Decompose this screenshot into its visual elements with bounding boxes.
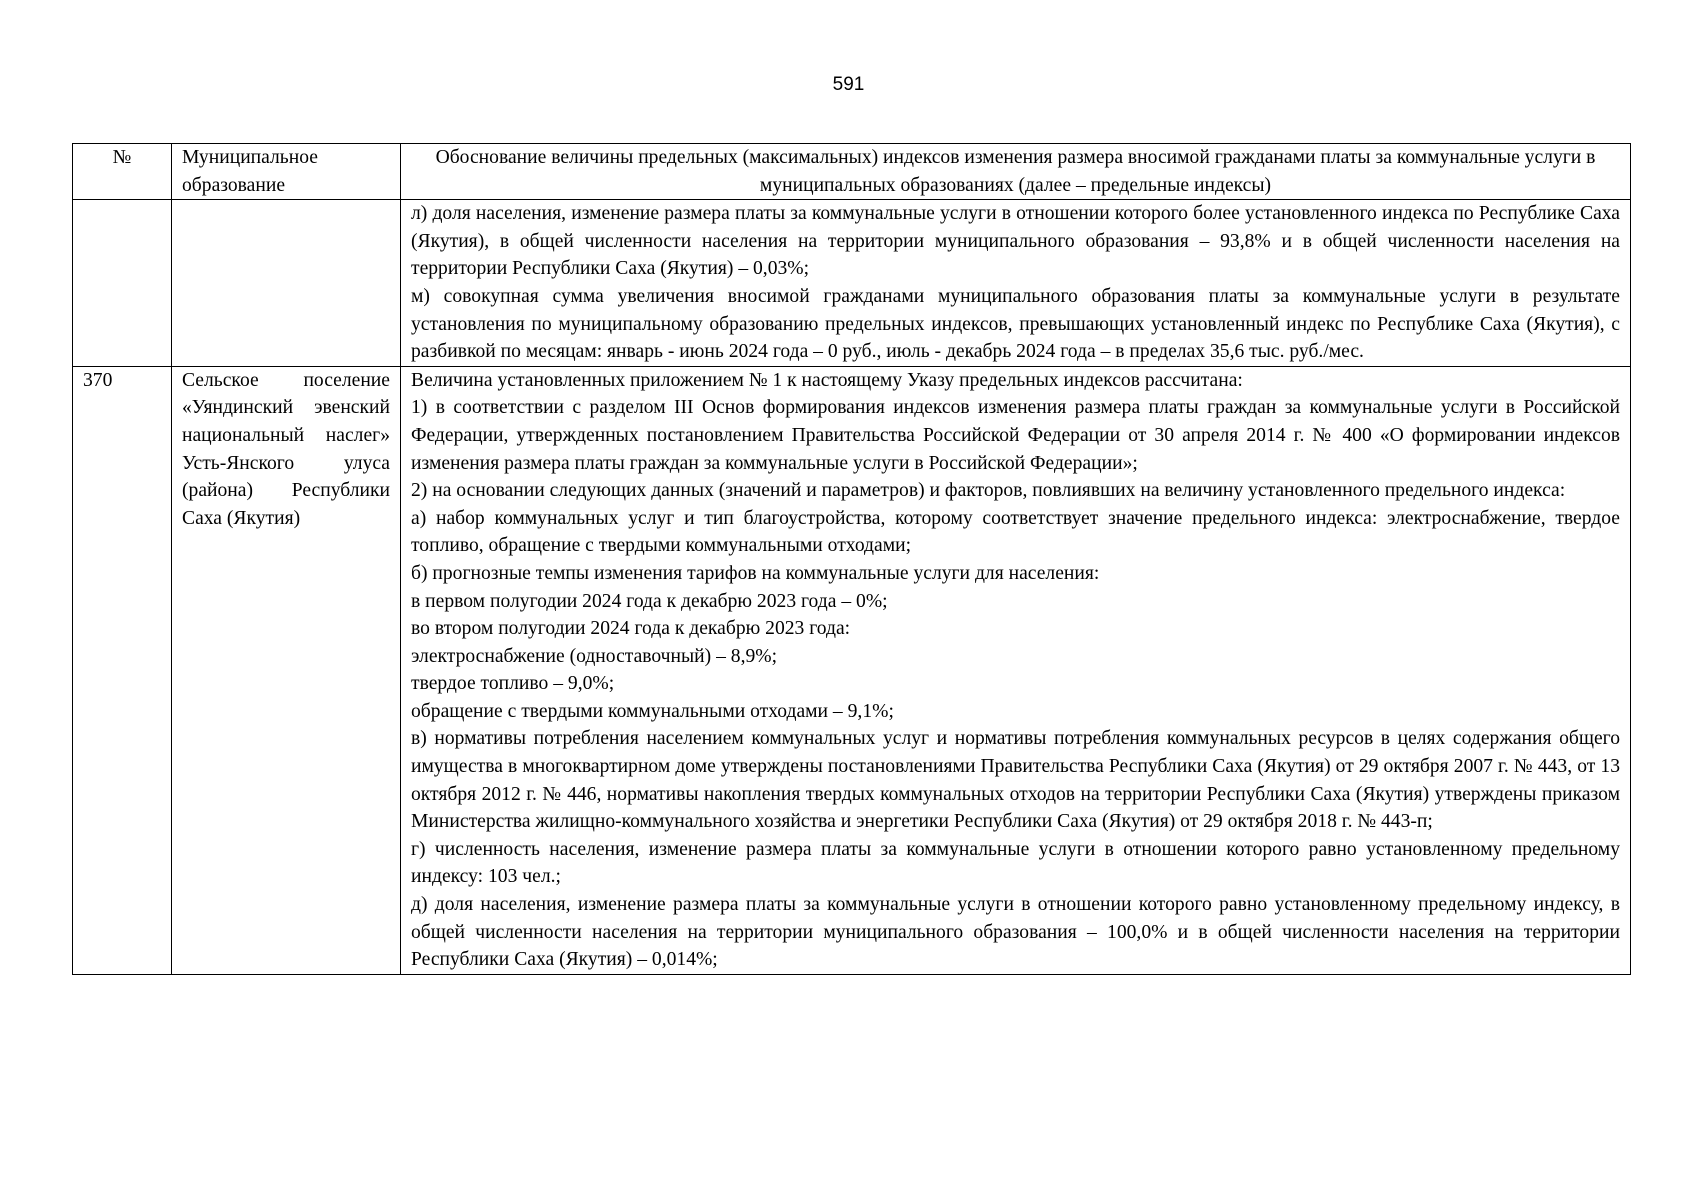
paragraph: электроснабжение (одноставочный) – 8,9%; xyxy=(411,645,778,667)
table-row xyxy=(73,200,1631,367)
paragraph: м) совокупная сумма увеличения вносимой гражданами муниципального образования платы за коммунальные услуги в результате установления по муниципальному образованию предельных индексов, превышающих установленный индекс по Республике Саха (Якутия), с разбивкой по месяцам: январь - июнь 2024 года – 0 руб., июль - декабрь 2024 года – в пределах 35,6 тыс. руб./мес. xyxy=(411,285,1620,363)
paragraph: в) нормативы потребления населением коммунальных услуг и нормативы потребления коммунальных ресурсов в целях содержания общего имущества в многоквартирном доме утверждены постановлениями Правительства Республики Саха (Якутия) от 29 октября 2007 г. № 443, от 13 октября 2012 г. № 446, нормативы накопления твердых коммунальных отходов на территории Республики Саха (Якутия) утверждены приказом Министерства жилищно-коммунального хозяйства и энергетики Республики Саха (Якутия) от 29 октября 2018 г. № 443-п; xyxy=(411,728,1620,833)
paragraph: л) доля населения, изменение размера платы за коммунальные услуги в отношении которого более установленного индекса по Республике Саха (Якутия), в общей численности населения на территории муниципального образования – 93,8% и в общей численности населения на территории Республики Саха (Якутия) – 0,03%; xyxy=(411,203,1620,280)
table-header-row xyxy=(73,144,1631,200)
paragraph: д) доля населения, изменение размера платы за коммунальные услуги в отношении которого равно установленному предельному индексу, в общей численности населения на территории муниципального образования – 100,0% и в общей численности населения на территории Республики Саха (Якутия) – 0,014%; xyxy=(411,894,1620,971)
paragraph: 1) в соответствии с разделом III Основ формирования индексов изменения размера платы граждан за коммунальные услуги в Российской Федерации, утвержденных постановлением Правительства Российской Федерации от 30 апреля 2014 г. № 400 «О формировании индексов изменения размера платы граждан за коммунальные услуги в Российской Федерации»; xyxy=(411,397,1620,474)
paragraph: твердое топливо – 9,0%; xyxy=(411,673,615,695)
header-justification: Обоснование величины предельных (максимальных) индексов изменения размера вносимой гражданами платы за коммунальные услуги в муниципальных образованиях (далее – предельные индексы) xyxy=(401,144,1631,200)
page-number: 591 xyxy=(832,74,865,95)
paragraph: 2) на основании следующих данных (значений и параметров) и факторов, повлиявших на величину установленного предельного индекса: xyxy=(411,480,1566,502)
row-number xyxy=(73,200,172,367)
paragraph: Величина установленных приложением № 1 к настоящему Указу предельных индексов рассчитана: xyxy=(411,369,1243,391)
paragraph: а) набор коммунальных услуг и тип благоустройства, которому соответствует значение предельного индекса: электроснабжение, твердое топливо, обращение с твердыми коммунальными отходами; xyxy=(411,507,1620,557)
table-row xyxy=(73,366,1631,974)
row-justification xyxy=(401,200,1631,367)
paragraph: обращение с твердыми коммунальными отходами – 9,1%; xyxy=(411,700,894,722)
indices-table xyxy=(72,143,1631,975)
header-municipality: Муниципальное образование xyxy=(172,144,401,200)
paragraph: в первом полугодии 2024 года к декабрю 2023 года – 0%; xyxy=(411,590,888,612)
paragraph: во втором полугодии 2024 года к декабрю 2023 года: xyxy=(411,618,851,640)
row-justification xyxy=(401,366,1631,974)
paragraph: б) прогнозные темпы изменения тарифов на коммунальные услуги для населения: xyxy=(411,562,1100,584)
row-number: 370 xyxy=(73,366,172,974)
header-number: № xyxy=(73,144,172,200)
paragraph: г) численность населения, изменение размера платы за коммунальные услуги в отношении которого равно установленному предельному индексу: 103 чел.; xyxy=(411,838,1620,888)
row-municipality xyxy=(172,200,401,367)
row-municipality: Сельское поселение «Уяндинский эвенский национальный наслег» Усть-Янского улуса (района) Республики Саха (Якутия) xyxy=(172,366,401,974)
